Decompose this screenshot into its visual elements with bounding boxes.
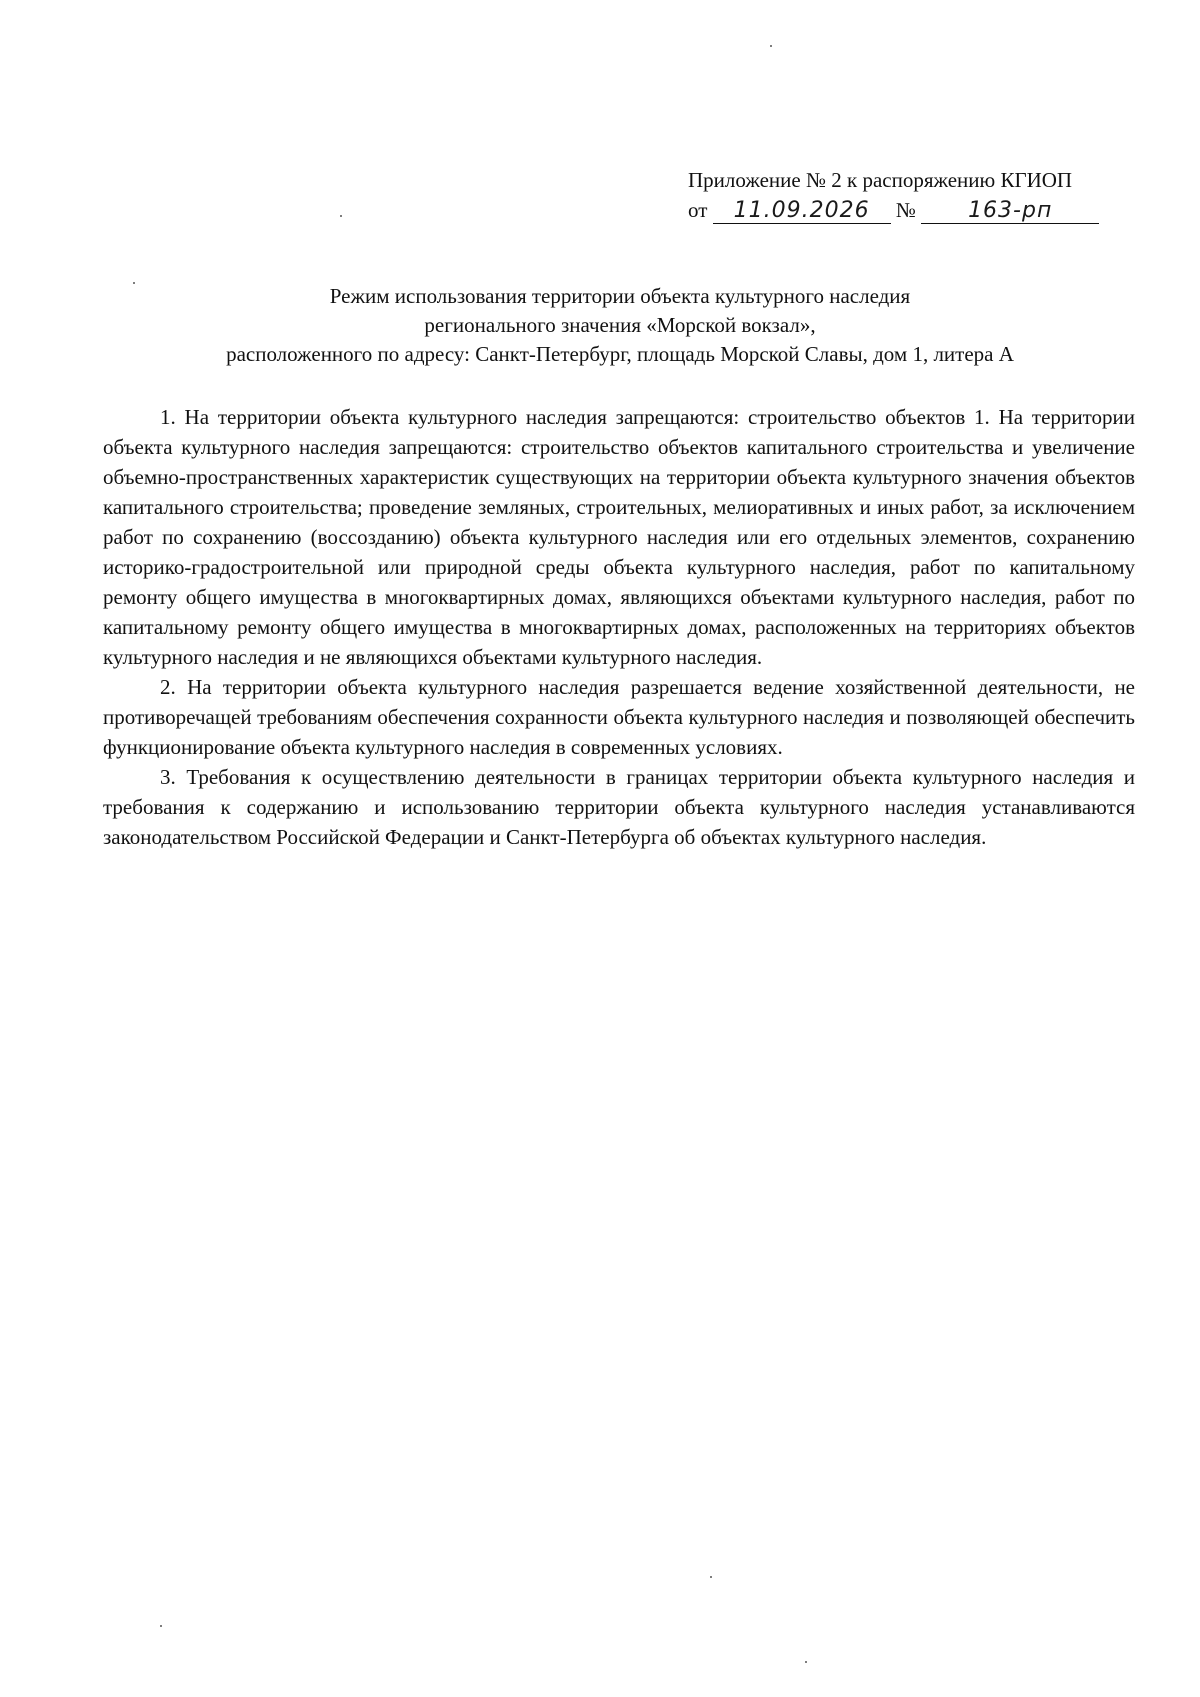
paragraph-3: 3. Требования к осуществлению деятельности в границах территории объекта культурного наследия и требования к содержанию и использованию территории объекта культурного наследия устанавливаются законодательством Российской Федерации и Санкт-Петербурга об объектах культурного наследия. bbox=[103, 765, 1135, 849]
appendix-date-number-line bbox=[688, 195, 1128, 225]
scan-speck bbox=[160, 1625, 162, 1627]
scan-speck bbox=[133, 282, 135, 284]
handwritten-date: 11.09.2026 bbox=[713, 199, 891, 224]
document-title bbox=[100, 282, 1140, 369]
title-line: регионального значения «Морской вокзал», bbox=[424, 313, 816, 337]
scan-speck bbox=[340, 215, 342, 217]
scan-speck bbox=[770, 45, 772, 47]
title-line: Режим использования территории объекта культурного наследия bbox=[329, 284, 911, 308]
from-label: от bbox=[688, 198, 708, 222]
paragraph-2: 2. На территории объекта культурного наследия разрешается ведение хозяйственной деятельности, не противоречащей требованиям обеспечения сохранности объекта культурного наследия и позволяющей обеспечить функционирование объекта культурного наследия в современных условиях. bbox=[103, 675, 1135, 759]
title-line: расположенного по адресу: Санкт-Петербург, площадь Морской Славы, дом 1, литера А bbox=[226, 342, 1014, 366]
scan-speck bbox=[805, 1661, 807, 1663]
document-body bbox=[103, 402, 1135, 852]
handwritten-number: 163-рп bbox=[921, 199, 1099, 224]
paragraph-1: 1. На территории объекта культурного наследия запрещаются: строительство объектов 1. На территории объекта культурного наследия запрещаются: строительство объектов капитального строительства и увеличение объемно-пространственных характеристик существующих на территории объекта культурного значения объектов капитального строительства; проведение земляных, строительных, мелиоративных и иных работ, за исключением работ по сохранению (воссозданию) объекта культурного наследия или его отдельных элементов, сохранению историко-градостроительной или природной среды объекта культурного наследия, работ по капитальному ремонту общего имущества в многоквартирных домах, являющихся объектами культурного наследия, работ по капитальному ремонту общего имущества в многоквартирных домах, расположенных на территориях объектов культурного наследия и не являющихся объектами культурного наследия. bbox=[103, 405, 1135, 669]
appendix-header bbox=[688, 165, 1128, 225]
scan-speck bbox=[710, 1576, 712, 1578]
appendix-title: Приложение № 2 к распоряжению КГИОП bbox=[688, 168, 1073, 192]
number-label: № bbox=[895, 198, 916, 222]
